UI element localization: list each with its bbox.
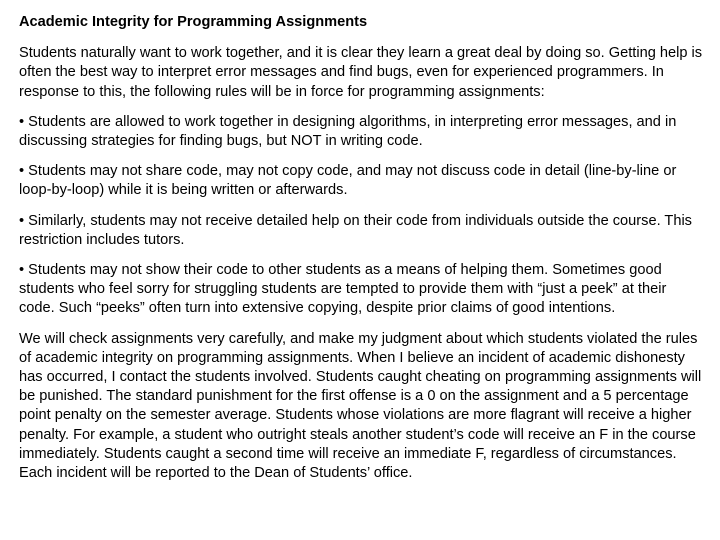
enforcement-paragraph: We will check assignments very carefully, and make my judgment about which students violated the rules of academic integrity on programming assignments. When I believe an incident of academic dishonesty has occurred, I contact the students involved. Students caught cheating on programming assignments will be punished. The standard punishment for the first offense is a 0 on the assignment and a 5 percentage point penalty on the semester average. Students whose violations are more flagrant will receive a higher penalty. For example, a student who outright steals another student’s code will receive an F in the course immediately. Students caught a second time will receive an immediate F, regardless of circumstances. Each incident will be reported to the Dean of Students’ office. xyxy=(19,330,702,482)
rule-collaboration-allowed: • Students are allowed to work together in designing algorithms, in interpreting error messages, and in discussing strategies for finding bugs, but NOT in writing code. xyxy=(19,113,677,150)
rule-no-showing-code: • Students may not show their code to other students as a means of helping them. Sometimes good students who feel sorry for struggling students are tempted to provide them with “just a peek” at their code. Such “peeks” often turn into extensive copying, despite prior claims of good intentions. xyxy=(19,262,667,317)
document-title: Academic Integrity for Programming Assignments xyxy=(19,14,368,30)
intro-paragraph: Students naturally want to work together, and it is clear they learn a great deal by doing so. Getting help is often the best way to interpret error messages and find bugs, even for experienced programmers. In response to this, the following rules will be in force for programming assignments: xyxy=(19,45,703,100)
document-page xyxy=(19,13,705,483)
rule-no-sharing-code: • Students may not share code, may not copy code, and may not discuss code in detail (line-by-line or loop-by-loop) while it is being written or afterwards. xyxy=(19,163,677,199)
rule-no-outside-help: • Similarly, students may not receive detailed help on their code from individuals outside the course. This restriction includes tutors. xyxy=(19,212,692,248)
